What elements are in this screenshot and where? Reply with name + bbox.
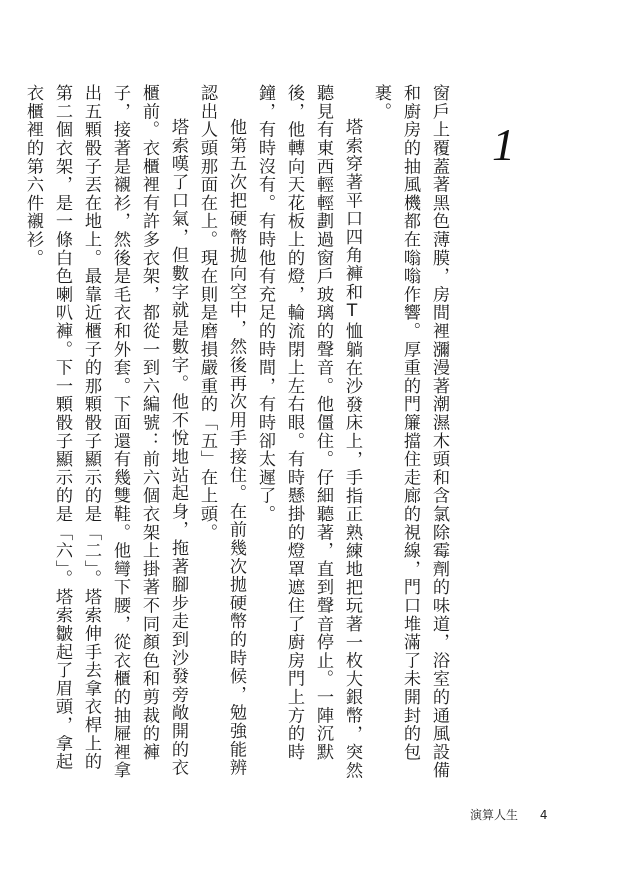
footer-page-number: 4 [539,808,548,822]
paragraph-1: 窗戶上覆蓋著黑色薄膜，房間裡瀰漫著潮濕木頭和含氯除霉劑的味道，浴室的通風設備和廚房的抽風機都在嗡嗡作響。厚重的門簾擋住走廊的視線，門口堆滿了未開封的包裹。 [371,84,449,780]
chapter-number: 1 [492,119,515,170]
chapter-body-text [18,84,453,784]
paragraph-2: 塔索穿著平口四角褲和T恤躺在沙發床上，手指正熟練地把玩著一枚大銀幣，突然聽見有東西輕輕劃過窗戶玻璃的聲音。他僵住。仔細聽著，直到聲音停止。一陣沉默後，他轉向天花板上的燈，輪流閉上左右眼。有時懸掛的燈罩遮住了廚房門上方的時鐘，有時沒有。有時他有充足的時間，有時卻太遲了。 [255,84,362,780]
paragraph-3: 他第五次把硬幣拋向空中，然後再次用手接住。在前幾次拋硬幣的時候，勉強能辨認出人頭那面在上。現在則是磨損嚴重的「五」在上頭。 [197,84,246,778]
page-footer [470,806,547,823]
footer-book-title: 演算人生 [470,808,519,822]
paragraph-4: 塔索嘆了口氣，但數字就是數字。他不悅地站起身，拖著腳步走到沙發旁敞開的衣櫃前。衣櫃裡有許多衣架，都從一到六編號：前六個衣架上掛著不同顏色和剪裁的褲子，接著是襯衫，然後是毛衣和外套。下面還有幾雙鞋。他彎下腰，從衣櫃的抽屜裡拿出五顆骰子丟在地上。最靠近櫃子的那顆骰子顯示的是「二」。塔索伸手去拿衣桿上的第二個衣架，是一條白色喇叭褲。下一顆骰子顯示的是「六」。塔索皺起了眉頭，拿起衣櫃裡的第六件襯衫。 [23,84,188,780]
